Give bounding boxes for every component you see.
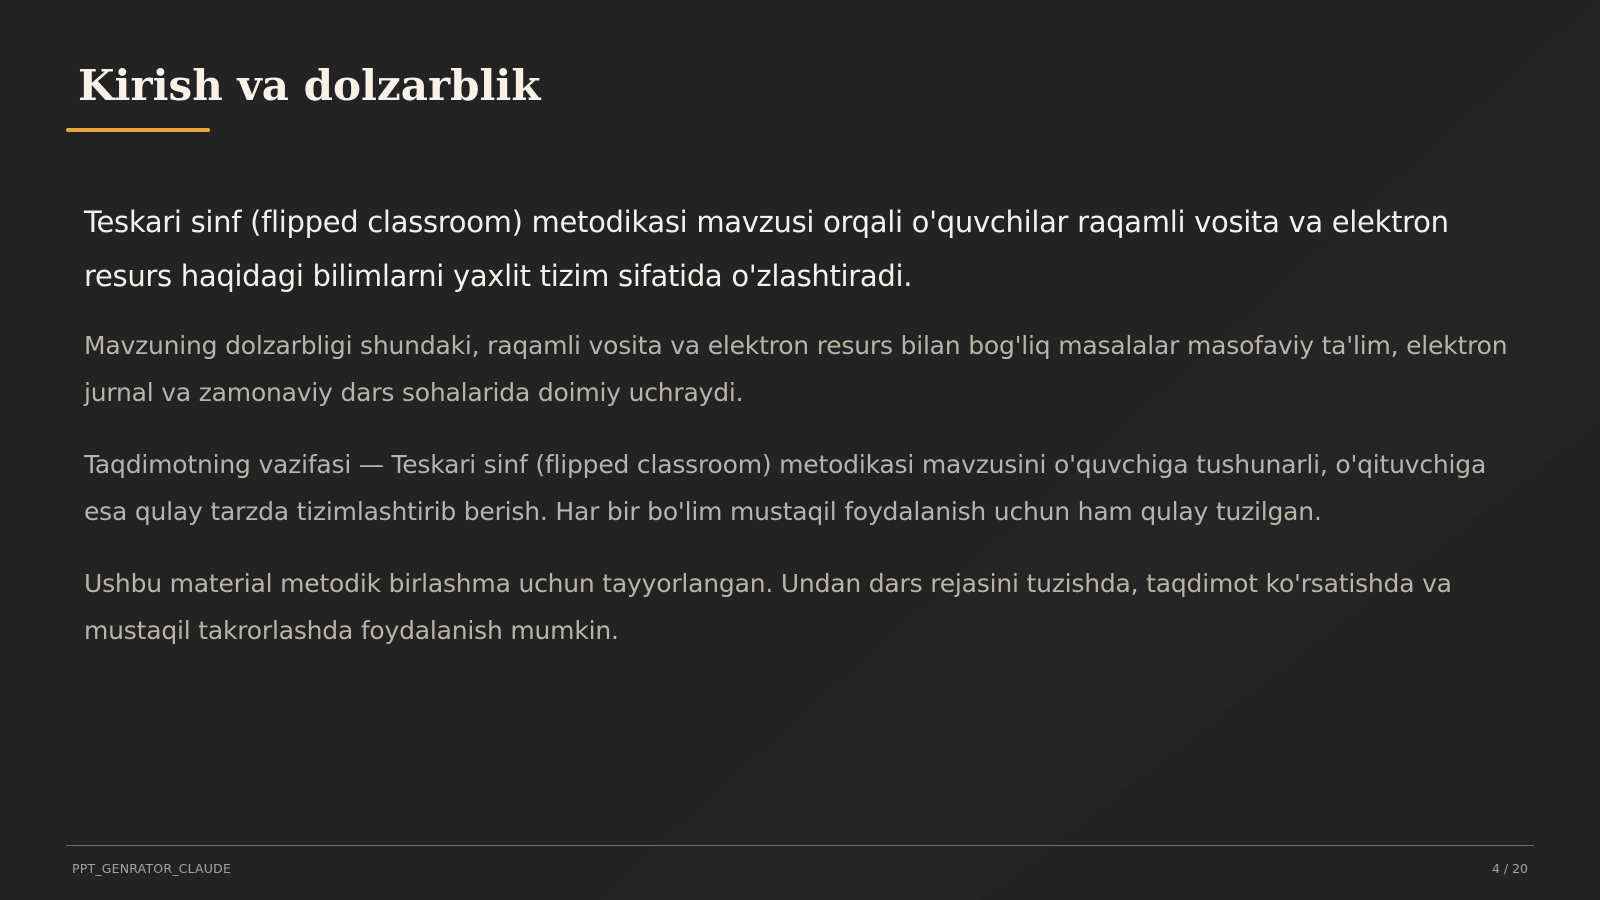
- footer-source-label: PPT_GENRATOR_CLAUDE: [72, 861, 232, 876]
- footer-divider: [66, 845, 1534, 846]
- body-paragraph: Mavzuning dolzarbligi shundaki, raqamli vosita va elektron resurs bilan bog'liq masalalar masofaviy ta'lim, elektron jurnal va zamonaviy dars sohalarida doimiy uchraydi.: [84, 331, 1508, 407]
- slide-title: Kirish va dolzarblik: [78, 61, 541, 110]
- slide-body: [84, 195, 1524, 679]
- lead-paragraph: Teskari sinf (flipped classroom) metodikasi mavzusi orqali o'quvchilar raqamli vosita va elektron resurs haqidagi bilimlarni yaxlit tizim sifatida o'zlashtiradi.: [84, 205, 1449, 293]
- body-paragraph: Taqdimotning vazifasi — Teskari sinf (flipped classroom) metodikasi mavzusini o'quvchiga tushunarli, o'qituvchiga esa qulay tarzda tizimlashtirib berish. Har bir bo'lim mustaqil foydalanish uchun ham qulay tuzilgan.: [84, 450, 1487, 526]
- page-number: 4 / 20: [1491, 861, 1528, 876]
- body-paragraph: Ushbu material metodik birlashma uchun tayyorlangan. Undan dars rejasini tuzishda, taqdimot ko'rsatishda va mustaqil takrorlashda foydalanish mumkin.: [84, 569, 1452, 645]
- title-accent-underline: [66, 128, 210, 132]
